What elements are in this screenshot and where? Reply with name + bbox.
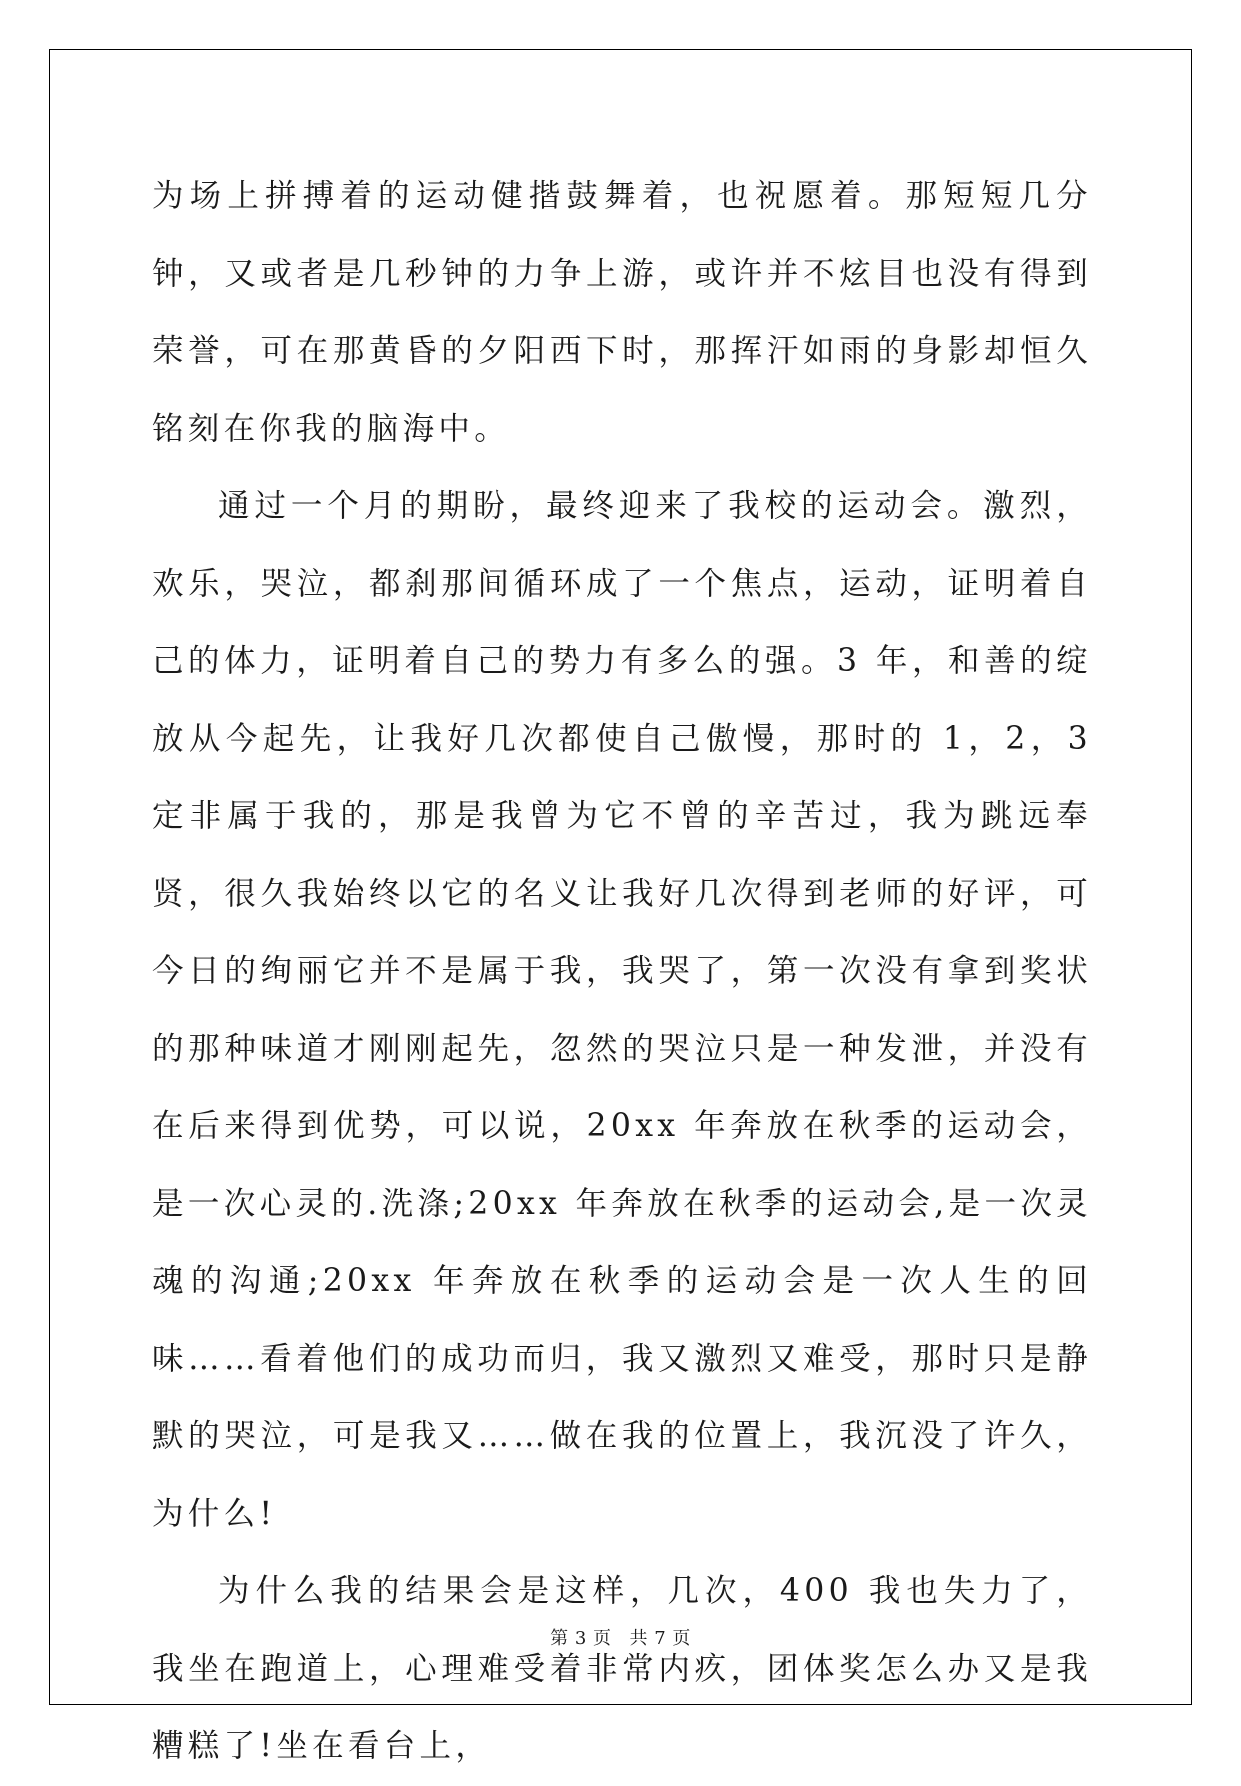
paragraph-3: 为什么我的结果会是这样，几次，400 我也失力了，我坐在跑道上，心理难受着非常内疚，团体奖怎么办又是我糟糕了!坐在看台上， — [152, 1573, 1092, 1764]
document-body — [152, 158, 1092, 1786]
paragraph-2: 通过一个月的期盼，最终迎来了我校的运动会。激烈，欢乐，哭泣，都刹那间循环成了一个焦点，运动，证明着自己的体力，证明着自己的势力有多么的强。3 年，和善的绽放从今起先，让我好几次都使自己傲慢，那时的 1，2，3 定非属于我的，那是我曾为它不曾的辛苦过，我为跳远奉贤，很久我始终以它的名义让我好几次得到老师的好评，可今日的绚丽它并不是属于我，我哭了，第一次没有拿到奖状的那种味道才刚刚起先，忽然的哭泣只是一种发泄，并没有在后来得到优势，可以说，20xx 年奔放在秋季的运动会，是一次心灵的.洗涤;20xx 年奔放在秋季的运动会,是一次灵魂的沟通;20xx 年奔放在秋季的运动会是一次人生的回味……看着他们的成功而归，我又激烈又难受，那时只是静默的哭泣，可是我又……做在我的位置上，我沉没了许久，为什么! — [152, 488, 1092, 1532]
page-footer — [0, 1628, 1241, 1650]
paragraph-1: 为场上拼搏着的运动健揩鼓舞着，也祝愿着。那短短几分钟，又或者是几秒钟的力争上游，或许并不炫目也没有得到荣誉，可在那黄昏的夕阳西下时，那挥汗如雨的身影却恒久铭刻在你我的脑海中。 — [152, 178, 1092, 447]
page-number: 第 3 页 — [550, 1628, 612, 1649]
page-total: 共 7 页 — [629, 1628, 691, 1649]
